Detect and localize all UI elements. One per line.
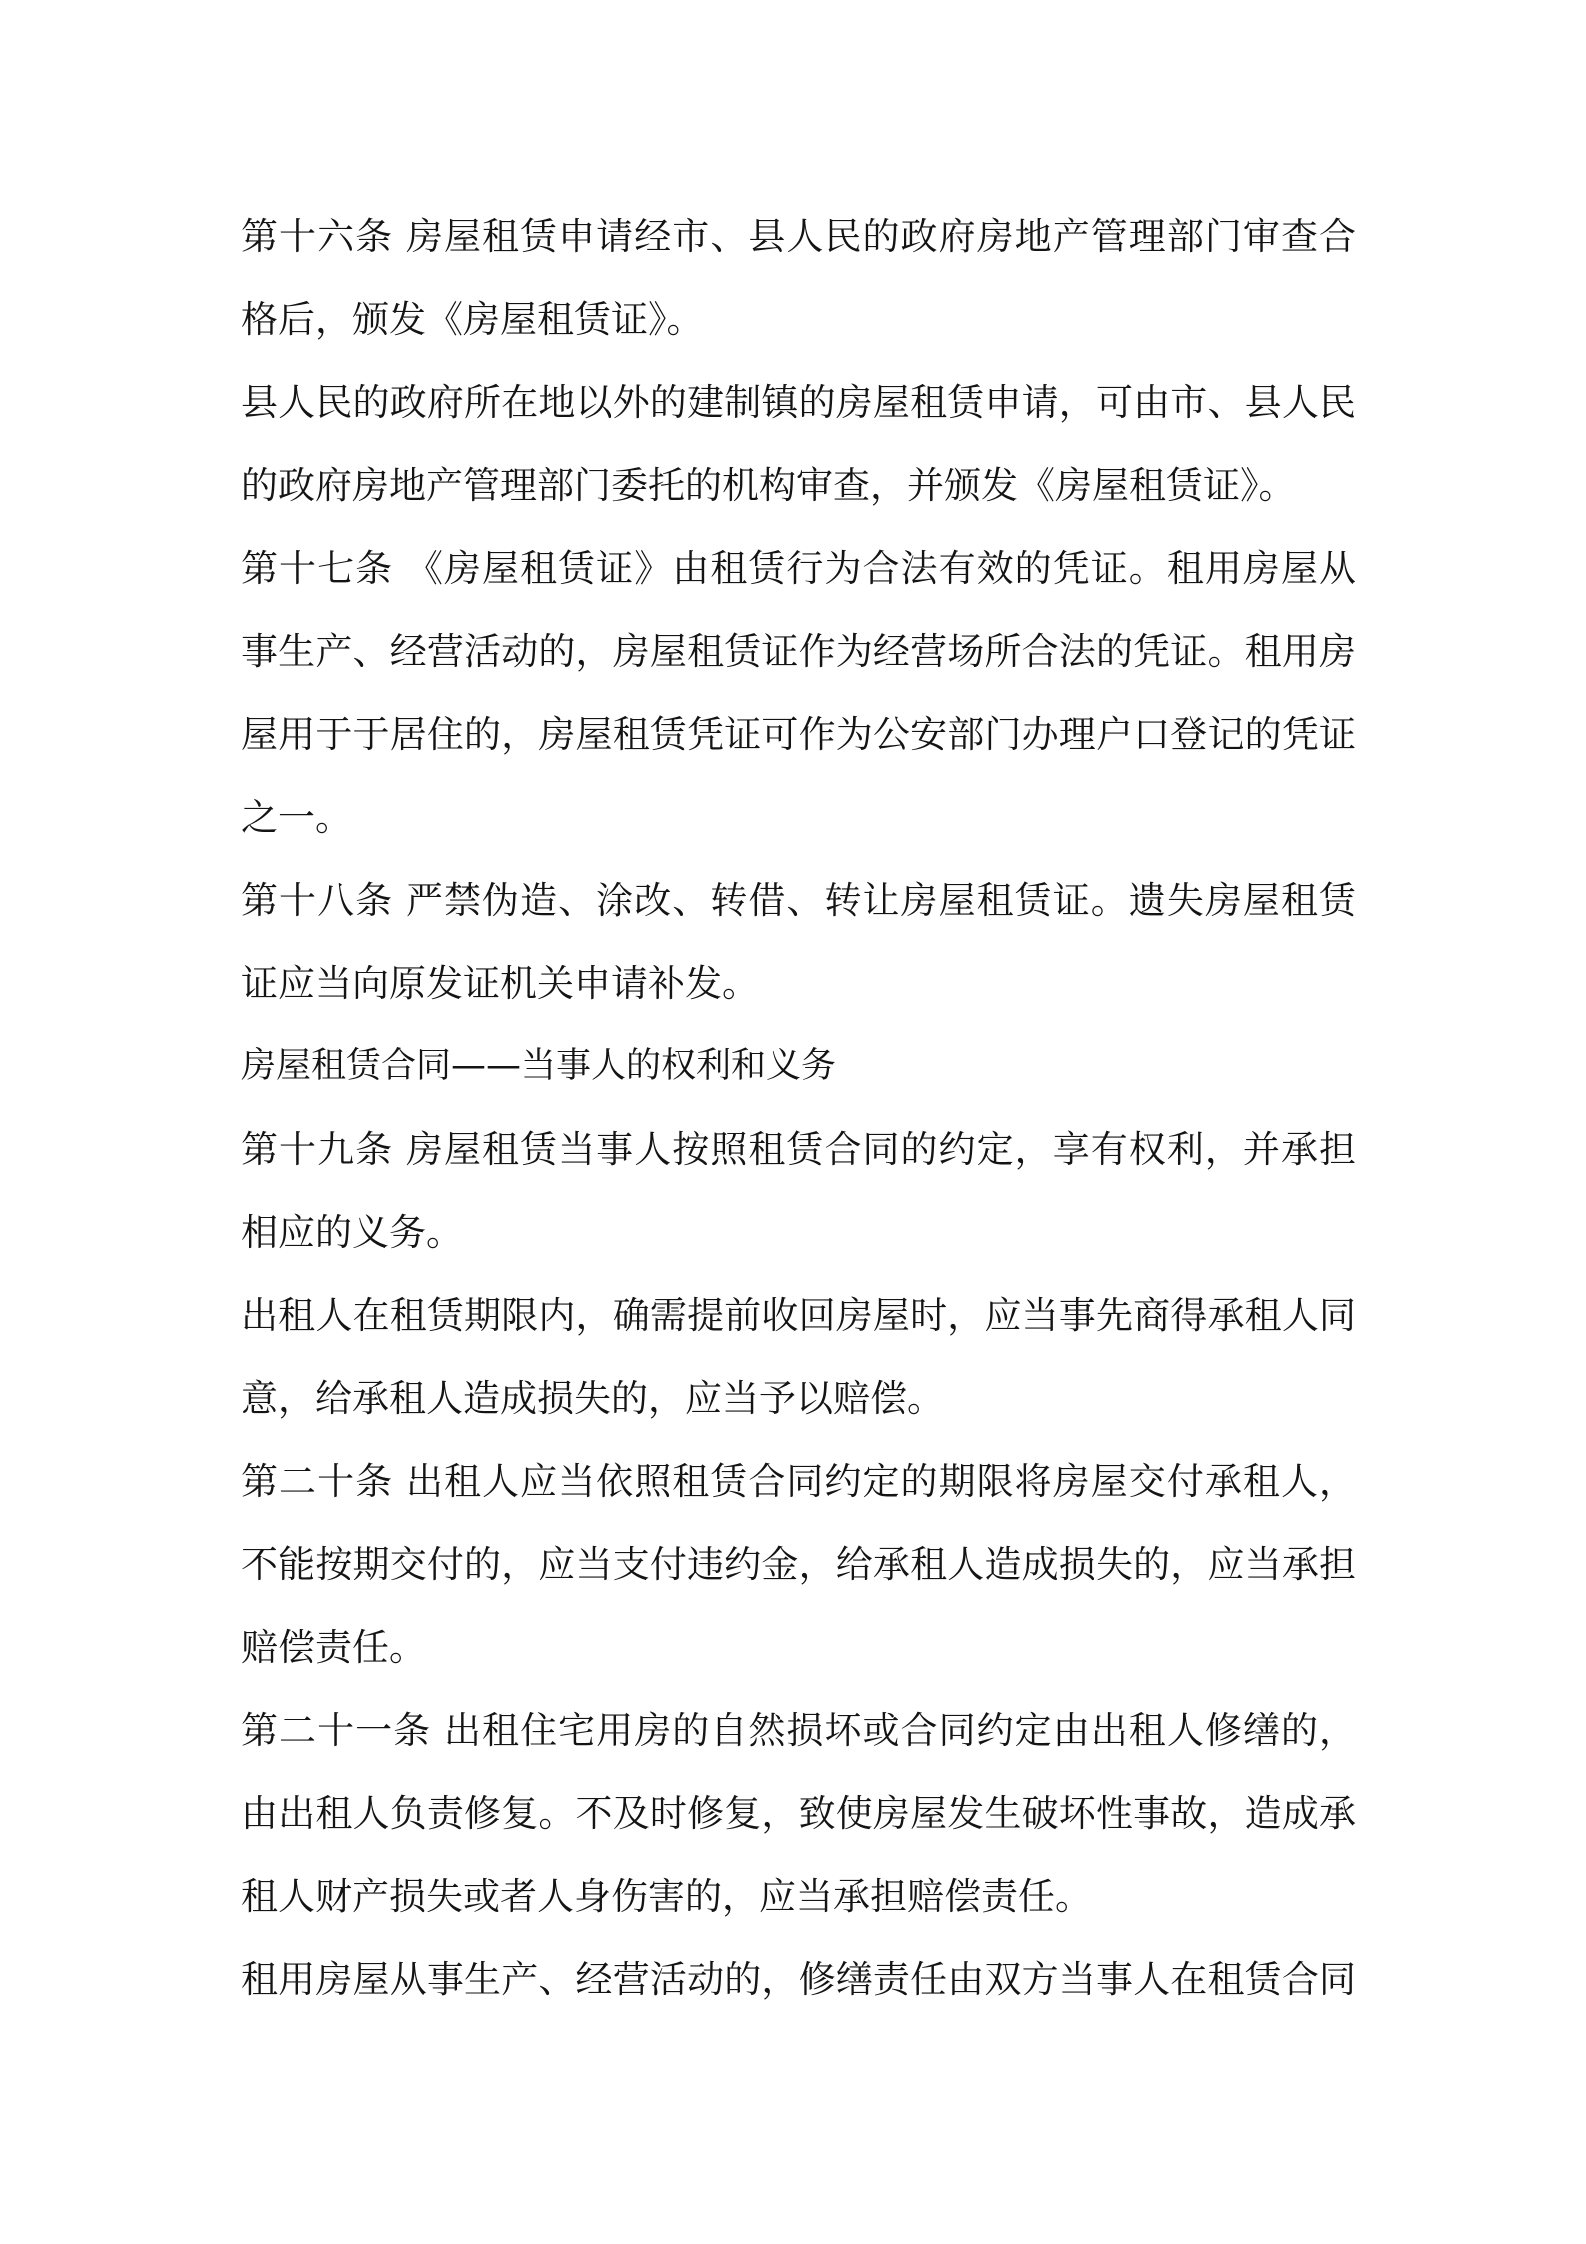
text-line: 第十七条 《房屋租赁证》由租赁行为合法有效的凭证。租用房屋从 — [241, 547, 1356, 590]
text-line: 第十六条 房屋租赁申请经市、县人民的政府房地产管理部门审查合 — [241, 215, 1356, 258]
text-line: 第十九条 房屋租赁当事人按照租赁合同的约定，享有权利，并承担 — [241, 1128, 1356, 1171]
text-line: 的政府房地产管理部门委托的机构审查，并颁发《房屋租赁证》。 — [241, 464, 1296, 507]
text-line: 证应当向原发证机关申请补发。 — [241, 962, 759, 1005]
text-line: 租用房屋从事生产、经营活动的，修缮责任由双方当事人在租赁合同 — [241, 1958, 1356, 2001]
text-line: 之一。 — [241, 796, 352, 839]
text-line: 第二十一条 出租住宅用房的自然损坏或合同约定由出租人修缮的， — [241, 1709, 1356, 1752]
text-line: 县人民的政府所在地以外的建制镇的房屋租赁申请，可由市、县人民 — [241, 381, 1356, 424]
text-line: 意，给承租人造成损失的，应当予以赔偿。 — [241, 1377, 944, 1420]
text-line: 第十八条 严禁伪造、涂改、转借、转让房屋租赁证。遗失房屋租赁 — [241, 879, 1356, 922]
text-line: 由出租人负责修复。不及时修复，致使房屋发生破坏性事故，造成承 — [241, 1792, 1356, 1835]
section-heading: 房屋租赁合同——当事人的权利和义务 — [241, 1046, 837, 1086]
text-line: 相应的义务。 — [241, 1211, 463, 1254]
text-line: 租人财产损失或者人身伤害的，应当承担赔偿责任。 — [241, 1875, 1092, 1918]
text-line: 第二十条 出租人应当依照租赁合同约定的期限将房屋交付承租人， — [241, 1460, 1356, 1503]
text-line: 屋用于于居住的，房屋租赁凭证可作为公安部门办理户口登记的凭证 — [241, 713, 1356, 756]
text-line: 出租人在租赁期限内，确需提前收回房屋时，应当事先商得承租人同 — [241, 1294, 1356, 1337]
text-line: 事生产、经营活动的，房屋租赁证作为经营场所合法的凭证。租用房 — [241, 630, 1356, 673]
document-body — [241, 195, 1356, 2021]
text-line: 格后，颁发《房屋租赁证》。 — [241, 298, 704, 341]
text-line: 赔偿责任。 — [241, 1626, 426, 1669]
text-line: 不能按期交付的，应当支付违约金，给承租人造成损失的，应当承担 — [241, 1543, 1356, 1586]
